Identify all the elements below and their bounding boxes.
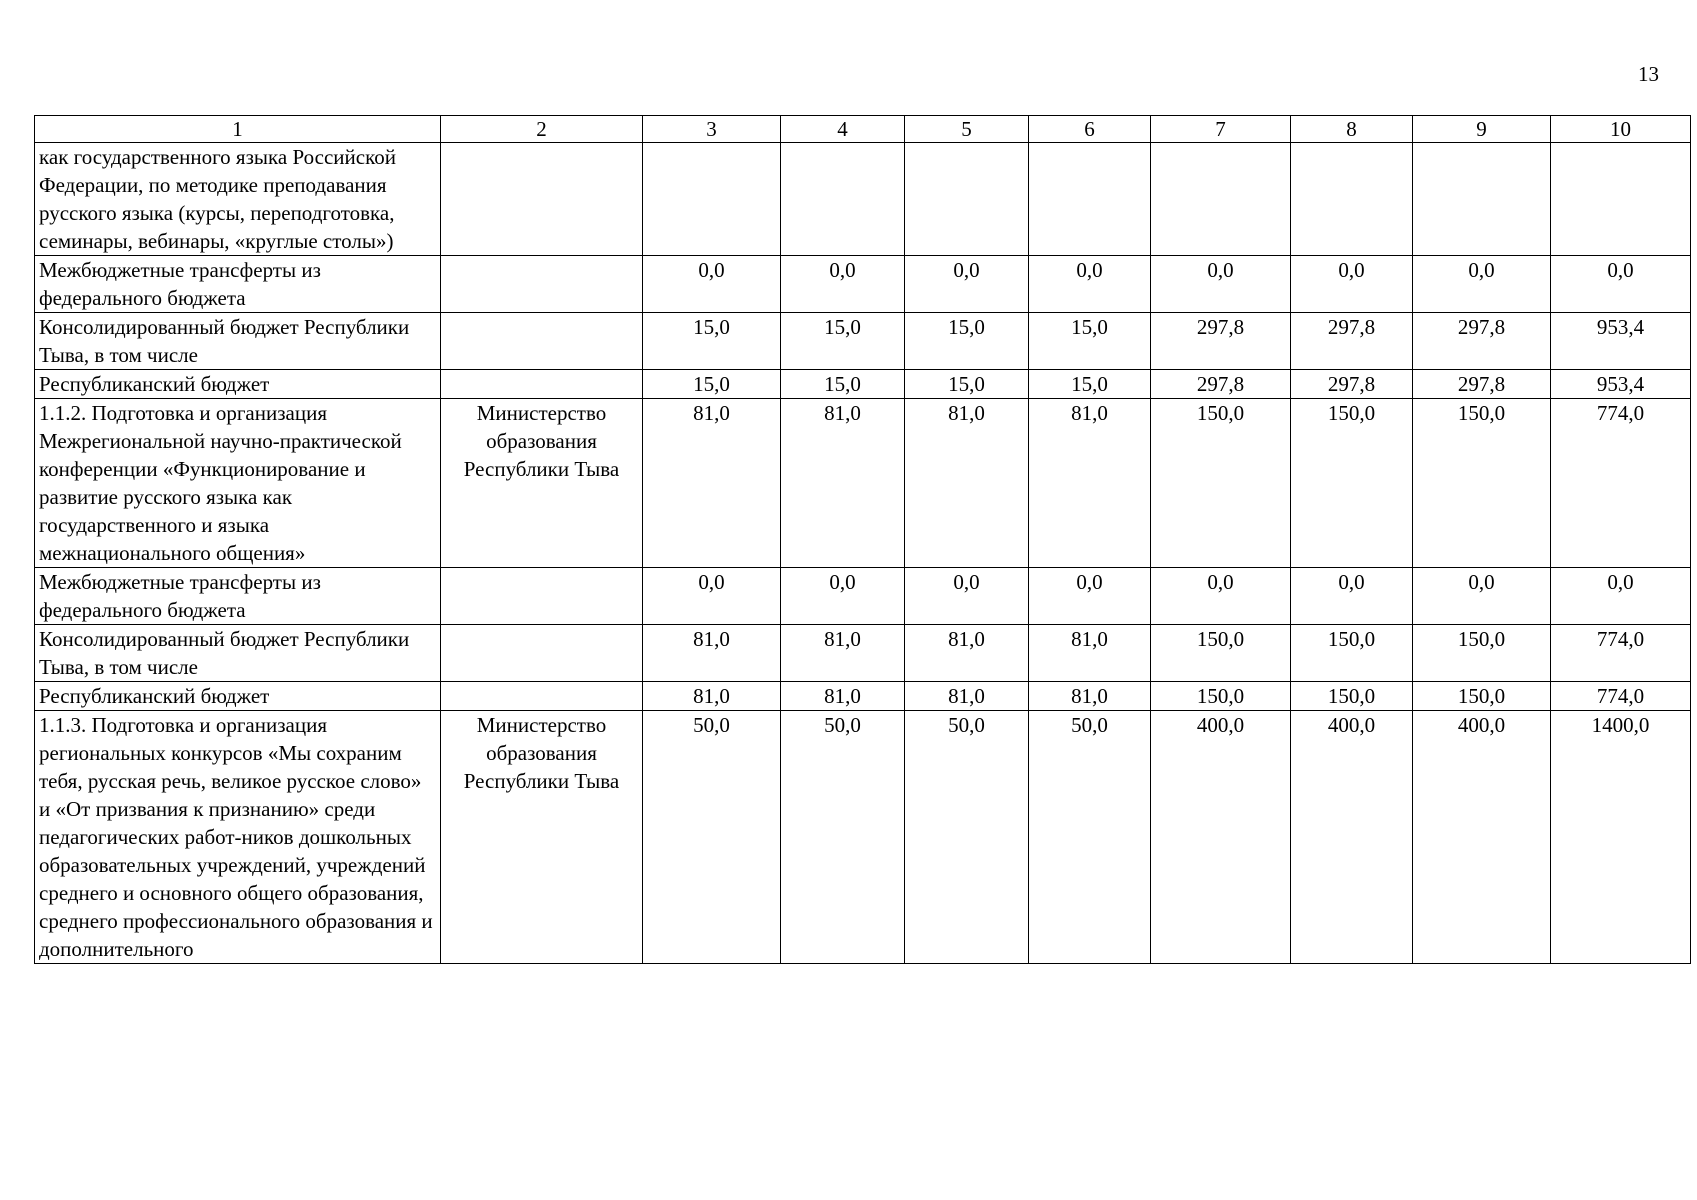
- page-number: 13: [1638, 62, 1659, 86]
- column-header: 7: [1151, 116, 1291, 143]
- value-cell: 1400,0: [1551, 711, 1691, 964]
- value-cell: 0,0: [1413, 256, 1551, 313]
- value-cell: 150,0: [1413, 625, 1551, 682]
- value-cell: 297,8: [1291, 370, 1413, 399]
- table-row: [35, 711, 1691, 964]
- value-cell: 953,4: [1551, 313, 1691, 370]
- value-cell: 150,0: [1413, 399, 1551, 568]
- value-cell: 50,0: [643, 711, 781, 964]
- value-cell: 150,0: [1291, 682, 1413, 711]
- value-cell: 0,0: [1029, 568, 1151, 625]
- value-cell: [781, 143, 905, 256]
- column-header: 6: [1029, 116, 1151, 143]
- table-row: [35, 256, 1691, 313]
- value-cell: 0,0: [1151, 256, 1291, 313]
- value-cell: [1029, 143, 1151, 256]
- value-cell: 15,0: [1029, 370, 1151, 399]
- value-cell: 81,0: [643, 682, 781, 711]
- table-row: [35, 143, 1691, 256]
- value-cell: 0,0: [781, 568, 905, 625]
- row-description: 1.1.3. Подготовка и организация региональных конкурсов «Мы сохраним тебя, русская речь, великое русское слово» и «От призвания к признанию» среди педагогических работ-ников дошкольных образовательных учреждений, учреждений среднего и основного общего образования, среднего профессионального образования и дополнительного: [35, 711, 441, 964]
- value-cell: 150,0: [1151, 682, 1291, 711]
- value-cell: [1551, 143, 1691, 256]
- column-header: 10: [1551, 116, 1691, 143]
- row-executor: [441, 313, 643, 370]
- value-cell: 400,0: [1413, 711, 1551, 964]
- value-cell: 81,0: [643, 625, 781, 682]
- column-header: 9: [1413, 116, 1551, 143]
- value-cell: 297,8: [1413, 370, 1551, 399]
- row-description: Консолидированный бюджет Республики Тыва, в том числе: [35, 625, 441, 682]
- column-header: 3: [643, 116, 781, 143]
- value-cell: 81,0: [1029, 399, 1151, 568]
- row-description: Республиканский бюджет: [35, 370, 441, 399]
- value-cell: 81,0: [905, 625, 1029, 682]
- value-cell: 0,0: [1029, 256, 1151, 313]
- value-cell: 774,0: [1551, 682, 1691, 711]
- table-row: [35, 682, 1691, 711]
- row-description: 1.1.2. Подготовка и организация Межрегиональной научно-практической конференции «Функционирование и развитие русского языка как государственного и языка межнационального общения»: [35, 399, 441, 568]
- value-cell: 150,0: [1413, 682, 1551, 711]
- value-cell: [1413, 143, 1551, 256]
- value-cell: 774,0: [1551, 399, 1691, 568]
- value-cell: 0,0: [1151, 568, 1291, 625]
- row-executor: [441, 143, 643, 256]
- value-cell: 81,0: [781, 625, 905, 682]
- table-row: [35, 625, 1691, 682]
- row-executor: Министерство образования Республики Тыва: [441, 711, 643, 964]
- row-executor: [441, 568, 643, 625]
- value-cell: 0,0: [1551, 256, 1691, 313]
- row-description: Межбюджетные трансферты из федерального бюджета: [35, 256, 441, 313]
- value-cell: 50,0: [781, 711, 905, 964]
- row-executor: [441, 256, 643, 313]
- value-cell: 50,0: [1029, 711, 1151, 964]
- value-cell: 15,0: [1029, 313, 1151, 370]
- column-header: 5: [905, 116, 1029, 143]
- value-cell: 81,0: [1029, 625, 1151, 682]
- value-cell: [1151, 143, 1291, 256]
- table-row: [35, 399, 1691, 568]
- table-row: [35, 568, 1691, 625]
- value-cell: 150,0: [1291, 399, 1413, 568]
- value-cell: 81,0: [905, 682, 1029, 711]
- value-cell: 0,0: [1291, 568, 1413, 625]
- value-cell: 0,0: [1291, 256, 1413, 313]
- value-cell: 0,0: [905, 256, 1029, 313]
- value-cell: 953,4: [1551, 370, 1691, 399]
- value-cell: 81,0: [781, 399, 905, 568]
- column-header: 4: [781, 116, 905, 143]
- row-executor: Министерство образования Республики Тыва: [441, 399, 643, 568]
- table-row: [35, 370, 1691, 399]
- table-header-row: [35, 116, 1691, 143]
- column-header: 8: [1291, 116, 1413, 143]
- value-cell: 400,0: [1151, 711, 1291, 964]
- value-cell: 0,0: [643, 256, 781, 313]
- value-cell: [1291, 143, 1413, 256]
- value-cell: 0,0: [643, 568, 781, 625]
- row-description: Республиканский бюджет: [35, 682, 441, 711]
- value-cell: 50,0: [905, 711, 1029, 964]
- value-cell: 0,0: [781, 256, 905, 313]
- row-executor: [441, 370, 643, 399]
- value-cell: 297,8: [1413, 313, 1551, 370]
- row-description: Межбюджетные трансферты из федерального бюджета: [35, 568, 441, 625]
- value-cell: 15,0: [781, 370, 905, 399]
- table-row: [35, 313, 1691, 370]
- value-cell: 297,8: [1291, 313, 1413, 370]
- value-cell: 297,8: [1151, 313, 1291, 370]
- column-header: 1: [35, 116, 441, 143]
- value-cell: 15,0: [905, 370, 1029, 399]
- value-cell: 15,0: [905, 313, 1029, 370]
- value-cell: 774,0: [1551, 625, 1691, 682]
- value-cell: 150,0: [1291, 625, 1413, 682]
- row-executor: [441, 682, 643, 711]
- value-cell: 81,0: [905, 399, 1029, 568]
- value-cell: 15,0: [643, 370, 781, 399]
- value-cell: 150,0: [1151, 399, 1291, 568]
- value-cell: 150,0: [1151, 625, 1291, 682]
- row-description: Консолидированный бюджет Республики Тыва, в том числе: [35, 313, 441, 370]
- column-header: 2: [441, 116, 643, 143]
- budget-table: [34, 115, 1691, 964]
- value-cell: 0,0: [905, 568, 1029, 625]
- value-cell: [905, 143, 1029, 256]
- value-cell: 81,0: [1029, 682, 1151, 711]
- value-cell: 0,0: [1413, 568, 1551, 625]
- value-cell: [643, 143, 781, 256]
- value-cell: 81,0: [781, 682, 905, 711]
- value-cell: 297,8: [1151, 370, 1291, 399]
- value-cell: 15,0: [781, 313, 905, 370]
- value-cell: 15,0: [643, 313, 781, 370]
- value-cell: 81,0: [643, 399, 781, 568]
- row-description: как государственного языка Российской Федерации, по методике преподавания русского языка (курсы, переподготовка, семинары, вебинары, «круглые столы»): [35, 143, 441, 256]
- value-cell: 0,0: [1551, 568, 1691, 625]
- row-executor: [441, 625, 643, 682]
- value-cell: 400,0: [1291, 711, 1413, 964]
